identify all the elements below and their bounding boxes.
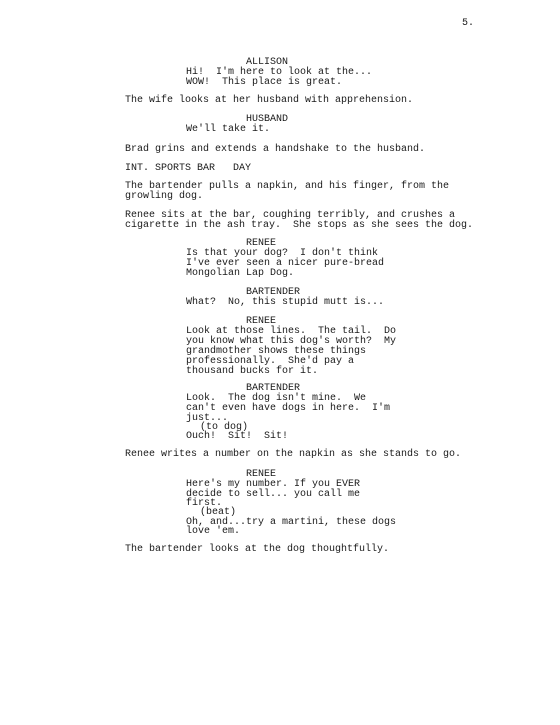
- dialogue-line: decide to sell... you call me: [186, 489, 361, 500]
- action-line: Renee writes a number on the napkin as she stands to go.: [125, 449, 462, 460]
- action-line: The wife looks at her husband with apprehension.: [125, 95, 414, 106]
- dialogue-line: Is that your dog? I don't think: [186, 248, 379, 259]
- dialogue-line: Look. The dog isn't mine. We: [186, 393, 367, 404]
- dialogue-line: you know what this dog's worth? My: [186, 336, 397, 347]
- character-name-bartender: BARTENDER: [246, 287, 301, 298]
- action-line: Brad grins and extends a handshake to the husband.: [125, 144, 426, 155]
- dialogue-line: WOW! This place is great.: [186, 77, 343, 88]
- dialogue-line: Look at those lines. The tail. Do: [186, 326, 397, 337]
- dialogue-line: professionally. She'd pay a: [186, 356, 355, 367]
- parenthetical: (beat): [200, 507, 237, 518]
- character-name-renee: RENEE: [246, 316, 277, 327]
- dialogue-line: Hi! I'm here to look at the...: [186, 67, 373, 78]
- dialogue-line: Oh, and...try a martini, these dogs: [186, 517, 397, 528]
- dialogue-line: Here's my number. If you EVER: [186, 479, 361, 490]
- dialogue-line: thousand bucks for it.: [186, 366, 319, 377]
- action-line: growling dog.: [125, 191, 204, 202]
- dialogue-line: first.: [186, 498, 223, 509]
- character-name-bartender: BARTENDER: [246, 383, 301, 394]
- action-line: The bartender looks at the dog thoughtfully.: [125, 544, 390, 555]
- dialogue-line: We'll take it.: [186, 124, 271, 135]
- page-number: 5.: [461, 18, 474, 29]
- dialogue-line: What? No, this stupid mutt is...: [186, 297, 385, 308]
- dialogue-line: grandmother shows these things: [186, 346, 367, 357]
- action-line: cigarette in the ash tray. She stops as she sees the dog.: [125, 220, 474, 231]
- dialogue-line: love 'em.: [186, 526, 241, 537]
- dialogue-line: I've ever seen a nicer pure-bread: [186, 258, 385, 269]
- action-line: The bartender pulls a napkin, and his finger, from the: [125, 181, 450, 192]
- character-name-renee: RENEE: [246, 469, 277, 480]
- character-name-husband: HUSBAND: [246, 114, 289, 125]
- dialogue-line: Mongolian Lap Dog.: [186, 268, 295, 279]
- scene-heading: INT. SPORTS BAR DAY: [125, 163, 252, 174]
- character-name-allison: ALLISON: [246, 57, 289, 68]
- dialogue-line: Ouch! Sit! Sit!: [186, 431, 289, 442]
- dialogue-line: can't even have dogs in here. I'm: [186, 403, 391, 414]
- dialogue-line: just...: [186, 413, 229, 424]
- parenthetical: (to dog): [200, 422, 249, 433]
- action-line: Renee sits at the bar, coughing terribly, and crushes a: [125, 210, 456, 221]
- character-name-renee: RENEE: [246, 238, 277, 249]
